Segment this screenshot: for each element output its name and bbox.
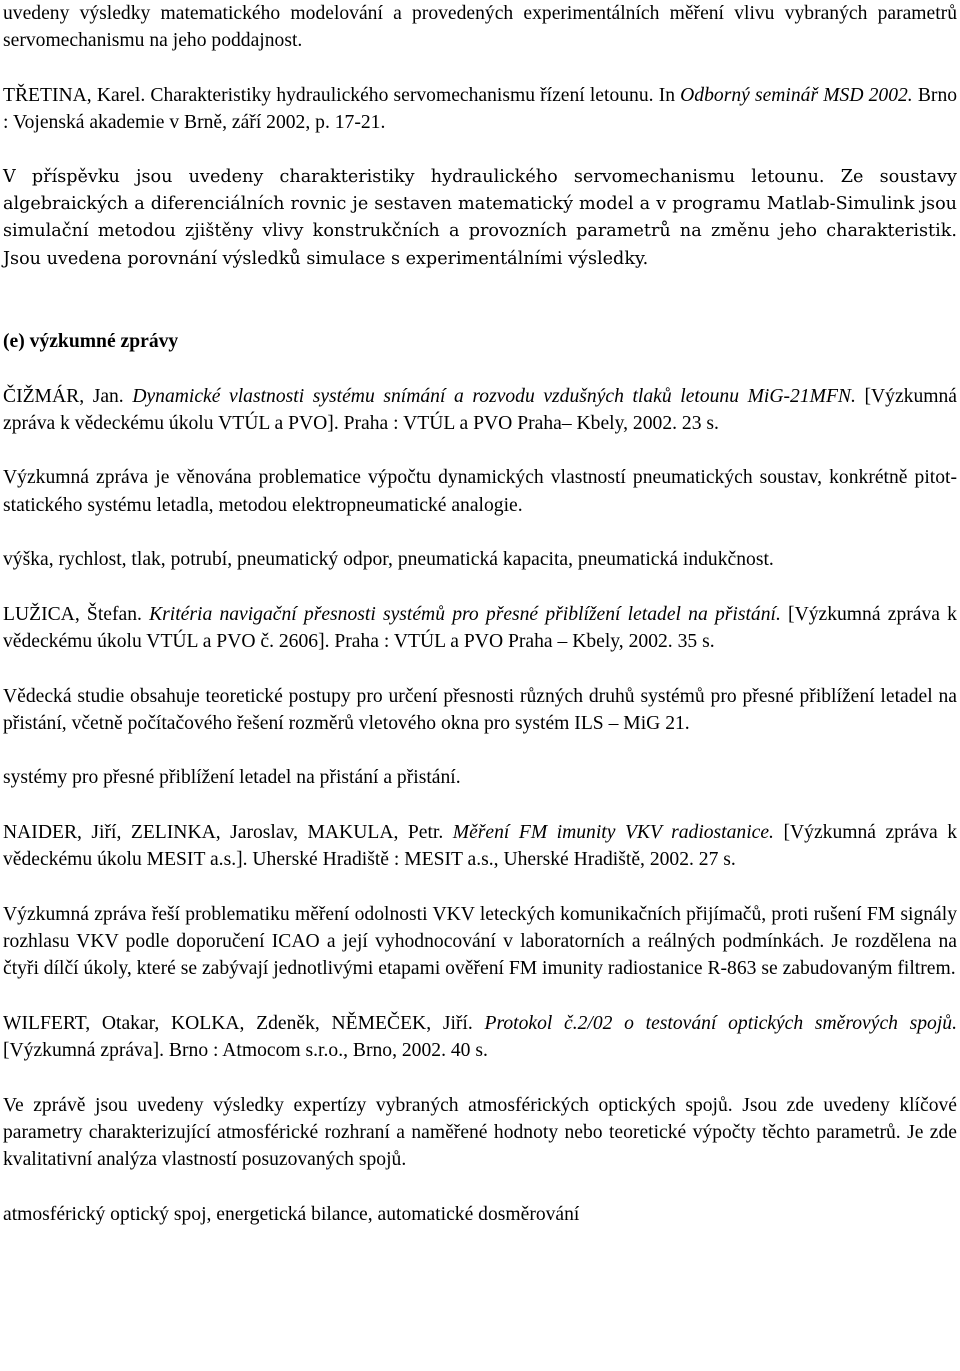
abstract-wilfert: Ve zprávě jsou uvedeny výsledky expertízy vybraných atmosférických optických spojů. Jsou zde uvedeny klíčové parametry charakterizující atmosférické rozhraní a naměřené hodnoty nebo teoretické výpočty těchto parametrů. Je zde kvalitativní analýza vlastností posuzovaných spojů. [3, 1094, 957, 1171]
keywords-luzica: systémy pro přesné přiblížení letadel na přistání a přistání. [3, 767, 461, 789]
abstract-cizmar: Výzkumná zpráva je věnována problematice výpočtu dynamických vlastností pneumatických soustav, konkrétně pitot-statického systému letadla, metodou elektropneumatické analogie. [3, 467, 957, 516]
reference-authors: TŘETINA, Karel. [3, 84, 146, 106]
reference-title: Měření FM imunity VKV radiostanice. [452, 821, 774, 843]
document-page [3, 0, 957, 1228]
reference-authors: ČIŽMÁR, Jan. [3, 385, 124, 407]
abstract-luzica: Vědecká studie obsahuje teoretické postupy pro určení přesnosti různých druhů systémů pro přesné přiblížení letadel na přistání, včetně počítačového řešení rozměrů vletového okna pro systém ILS – MiG 21. [3, 685, 957, 734]
intro-tail-text: uvedeny výsledky matematického modelování a provedených experimentálních měření vlivu vybraných parametrů servomechanismu na jeho poddajnost. [3, 3, 957, 52]
reference-authors: NAIDER, Jiří, ZELINKA, Jaroslav, MAKULA, Petr. [3, 821, 444, 843]
reference-title: Charakteristiky hydraulického servomechanismu řízení letounu. [150, 84, 654, 106]
reference-in-prefix: In [658, 84, 676, 106]
keywords-wilfert: atmosférický optický spoj, energetická bilance, automatické dosměrování [3, 1203, 580, 1225]
reference-naider [3, 819, 957, 874]
reference-tretina [3, 82, 957, 137]
reference-source: Odborný seminář MSD 2002. [680, 84, 913, 106]
reference-title: Kritéria navigační přesnosti systémů pro přesné přiblížení letadel na přistání. [149, 603, 781, 625]
reference-cizmar [3, 383, 957, 438]
abstract-tretina: V příspěvku jsou uvedeny charakteristiky hydraulického servomechanismu letounu. Ze soustavy algebraických a diferenciálních rovnic je sestaven matematický model a v programu Matlab-Simulink jsou simulační metodou zjištěny vlivy konstrukčních a provozních parametrů na změnu jeho charakteristik. Jsou uvedena porovnání výsledků simulace s experimentálními výsledky. [3, 166, 957, 269]
reference-publication: [Výzkumná zpráva]. Brno : Atmocom s.r.o., Brno, 2002. 40 s. [3, 1040, 488, 1062]
abstract-naider: Výzkumná zpráva řeší problematiku měření odolnosti VKV leteckých komunikačních přijímačů, proti rušení FM signály rozhlasu VKV podle doporučení ICAO a její vyhodnocování v laboratorních a reálných podmínkách. Je rozdělena na čtyři dílčí úkoly, které se zabývají jednotlivými etapami ověření FM imunity radiostanice R-863 se zabudovaným filtrem. [3, 903, 957, 980]
reference-wilfert [3, 1010, 957, 1065]
reference-authors: LUŽICA, Štefan. [3, 603, 142, 625]
keywords-cizmar: výška, rychlost, tlak, potrubí, pneumatický odpor, pneumatická kapacita, pneumatická indukčnost. [3, 549, 774, 571]
reference-luzica [3, 601, 957, 656]
reference-title: Protokol č.2/02 o testování optických směrových spojů. [484, 1012, 957, 1034]
reference-publication: [Výzkumná zpráva k vědeckému úkolu MESIT a.s.]. Uherské Hradiště : MESIT a.s., Uherské Hradiště, 2002. 27 s. [3, 821, 957, 871]
reference-publication: Brno : Vojenská akademie v Brně, září 2002, p. 17-21. [3, 84, 958, 134]
reference-title: Dynamické vlastnosti systému snímání a rozvodu vzdušných tlaků letounu MiG-21MFN. [132, 385, 856, 407]
reference-authors: WILFERT, Otakar, KOLKA, Zdeněk, NĚMEČEK, Jiří. [3, 1012, 473, 1034]
section-heading-research-reports: (e) výzkumné zprávy [3, 331, 179, 353]
reference-publication: [Výzkumná zpráva k vědeckému úkolu VTÚL a PVO]. Praha : VTÚL a PVO Praha– Kbely, 2002. 23 s. [3, 385, 957, 435]
reference-publication: [Výzkumná zpráva k vědeckému úkolu VTÚL a PVO č. 2606]. Praha : VTÚL a PVO Praha – Kbely, 2002. 35 s. [3, 603, 957, 653]
